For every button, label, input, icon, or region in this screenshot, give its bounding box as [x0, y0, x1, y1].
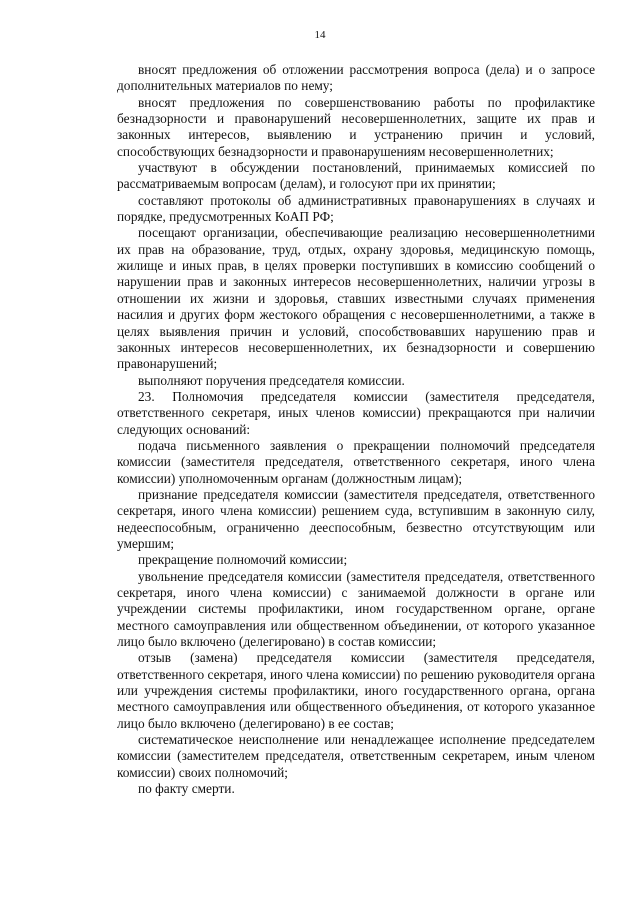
page-number: 14	[314, 29, 326, 41]
paragraph-death: по факту смерти.	[138, 781, 235, 797]
paragraph-visit-organizations: посещают организации, обеспечивающие реализацию несовершеннолетними их прав на образование, труд, отдых, охрану здоровья, медицинскую помощь, жилище и иных прав, в целях проверки поступивших в комиссию сообщений о нарушении прав и законных интересов несовершеннолетних, наличии угрозы в отношении их жизни и здоровья, ставших известными случаях применения насилия и других форм жестокого обращения с несовершеннолетними, а также в целях выявления причин и условий, способствовавших нарушению прав и законных интересов несовершеннолетних, их безнадзорности и совершению правонарушений;	[117, 225, 595, 372]
paragraph-proposals-improvement: вносят предложения по совершенствованию работы по профилактике безнадзорности и правонарушений несовершеннолетних, защите их прав и законных интересов, выявлению и устранению причин и условий, способствующих безнадзорности и правонарушениям несовершеннолетних;	[117, 94, 595, 159]
paragraph-termination-commission: прекращение полномочий комиссии;	[138, 552, 348, 568]
paragraph-written-statement: подача письменного заявления о прекращении полномочий председателя комиссии (заместителя председателя, ответственного секретаря, иного члена комиссии) уполномоченным органам (должностным лицам);	[117, 437, 595, 486]
paragraph-recall: отзыв (замена) председателя комиссии (заместителя председателя, ответственного секретаря, иного члена комиссии) по решению руководителя органа или учреждения системы профилактики, иного государственного органа, органа местного самоуправления или общественного объединения, от которого указанное лицо было включено (делегировано) в ее состав;	[117, 650, 595, 731]
paragraph-item-23: 23. Полномочия председателя комиссии (заместителя председателя, ответственного секретаря, иных членов комиссии) прекращаются при наличии следующих оснований:	[117, 388, 595, 437]
paragraph-non-performance: систематическое неисполнение или ненадлежащее исполнение председателем комиссии (заместителем председателя, ответственным секретарем, иным членом комиссии) своих полномочий;	[117, 732, 595, 780]
document-body	[117, 62, 595, 797]
paragraph-execute-orders: выполняют поручения председателя комиссии.	[138, 372, 405, 388]
paragraph-court-decision: признание председателя комиссии (заместителя председателя, ответственного секретаря, иного члена комиссии) решением суда, вступившим в законную силу, недееспособным, ограниченно дееспособным, безвестно отсутствующим или умершим;	[117, 486, 595, 551]
paragraph-protocols: составляют протоколы об административных правонарушениях в случаях и порядке, предусмотренных КоАП РФ;	[117, 192, 595, 225]
paragraph-dismissal: увольнение председателя комиссии (заместителя председателя, ответственного секретаря, иного члена комиссии) с занимаемой должности в органе или учреждении системы профилактики, ином государственном органе, органе местного самоуправления или общественном объединении, от которого указанное лицо было включено (делегировано) в состав комиссии;	[117, 568, 595, 650]
paragraph-participate-voting: участвуют в обсуждении постановлений, принимаемых комиссией по рассматриваемым вопросам (делам), и голосуют при их принятии;	[117, 160, 595, 192]
paragraph-proposals-postpone: вносят предложения об отложении рассмотрения вопроса (дела) и о запросе дополнительных материалов по нему;	[117, 62, 595, 94]
